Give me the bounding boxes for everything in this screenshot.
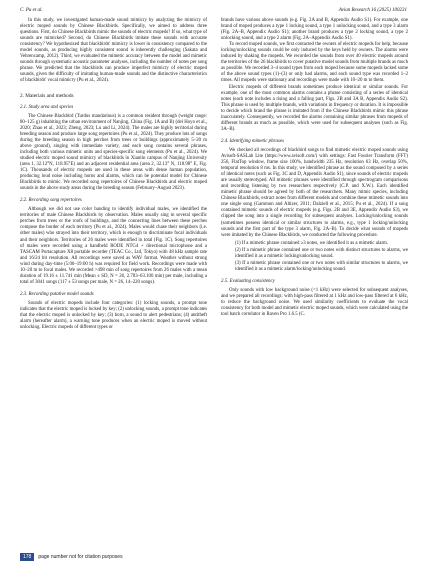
page-number: 178	[20, 553, 34, 561]
list-item: (1) If a mimetic phrase contained ≥3 notes, we identified it as a mimetic alarm.	[235, 240, 389, 246]
header-authors: C. Pu et al.	[20, 8, 43, 13]
footer-note: page number not for citation purposes	[38, 554, 123, 560]
list-item: (2) If a mimetic phrase contained one or two notes with distinct structures to alarms, we identified it as a mimetic locking/unlocking sound.	[235, 247, 408, 259]
left-column	[20, 18, 207, 331]
subsection-heading-recording: 2.2. Recording song repertoires	[20, 198, 82, 204]
running-header	[20, 8, 407, 18]
study-area-paragraph: The Chinese Blackbird (Turdus mandarinus) is a common resident through (weight range: 80–125 g) inhabiting the urban environment of Nanjing, China (Fig. 1A and B) (del Hoyo et al., 2020; Zhao et al., 2023; Zheng, 2023; Lu and Li, 2024). The males are highly territorial during breeding season and produce large song repertoires (Pu et al., 2024). They produce lots of songs during the breeding season in high perches from trees or buildings (approximately 5–20 m above ground), singing with immediate variety, and each song contains several phrases, including both various mimetic units and species-specific song elements (Pu et al., 2024). We studied electric moped sound mimicry of blackbirds in Xianlin campus of Nanjing University (area 1, 32.12°N, 118.95°E) and an adjacent residential area (area 2, 32.13° N, 118.98° E, Fig. 1C). Thousands of electric mopeds are used in these areas with dense human population, producing loud noise including horns and alarms, which can be potential model for Chinese Blackbirds to mimic. We recorded song repertoires of Chinese Blackbirds and electric moped sounds in the above study areas during the breeding season (February–August 2023).	[20, 113, 207, 192]
subsection-heading-consistency: 2.5. Evaluating consistency	[221, 278, 275, 284]
recording-paragraph: Although we did not use color banding to identify individual males, we identified the territories of male Chinese Blackbirds by observation. Males usually sing in several specific perches from trees or the roofs of buildings, and the connecting lines between these perches compose the border of each territory (Pu et al., 2024). Males would chase their neighbors (i.e. other males) who strayed into their territory, which is enough to discriminate focal individuals and their neighbors. Territories of 26 males were identified in total (Fig. 1C). Song repertoires of males were recorded using a handheld RODE NTG4 + directional microphone and a TASCAM Portacapture X8 portable recorder (TEAC Co., Ltd, Tokyo) with 48 kHz sample rate and 16/24 bit resolution. All recordings were saved as WAV format. Weather without strong wind during day-time (5:00–19:00 h) was required for field work. Recordings were made with 10–20 m to focal males. We recorded >498 min of song repertoires from 26 males with a mean duration of 19.16 ± 11.741 min (Mean ± SD, N = 26, 2.783–63.100 min) per male, including a total of 3041 songs (117 ± 53 songs per male, N = 26, 14–220 songs).	[20, 207, 207, 285]
consistency-paragraph: Only sounds with low background noise (<1 kHz) were selected for subsequent analyses, and we prepared all recordings: with high-pass filtered at 1 kHz and low-pass filtered at 6 kHz, to reduce the background noise. We used similarity coefficients to evaluate the vocal consistency for both model and mimetic electric moped sounds, which were calculated using the tool batch correlator in Raven Pro 1.6.5 (C.	[221, 287, 408, 318]
recording-mopeds-paragraph: To record moped sounds, we first contacted the owners of electric mopeds for help, because locking/unlocking sounds could be only induced by the keys held by owners. The alarms were induced by shaking the mopeds. We recorded the sounds from over 40 electric mopeds around the territories of the 26 blackbirds to cover putative model sounds from multiple brands as much as possible. We recorded 3–4 sound types from each moped because some mopeds lacked some of the above sound types (1)–(3) or only had alarms, and each sound type was recorded 1–2 times. All mopeds were stationary and recordings were made with 10–20 m to them.	[221, 42, 408, 84]
intro-paragraph: In this study, we investigated human-made sound mimicry by analyzing the mimicry of electric moped sounds by Chinese Blackbirds. Specifically, we aimed to address three questions. First, do Chinese Blackbirds mimic the sounds of electric mopeds? If so, what type of sounds are mimicked? Second, do Chinese Blackbirds imitate these sounds with accurate consistency? We hypothesized that blackbirds' mimicry is lower in consistency compared to the model sounds, as producing highly consistent sound is inherently challenging (Sakata and Vehrencamp, 2012). Third, we evaluated the mimetic accuracy between the model and mimetic sounds through systematic acoustic parameter analyses, including the number of notes per song phrase. We predicted that the blackbirds can produce imperfect mimicry of electric moped sounds, given the difficulty of imitating human-made sounds and the distinctive characteristics of blackbirds' vocal mimicry (Pu et al., 2024).	[20, 18, 207, 84]
section-heading-methods: 2. Materials and methods	[20, 92, 74, 99]
subsection-heading-identify: 2.4. Identifying mimetic phrases	[221, 138, 284, 144]
procedure-list	[221, 241, 408, 273]
model-sounds-paragraph: Sounds of electric mopeds include four categories: (1) locking sounds, a prompt tone indicates that the electric moped is locked by key; (2) unlocking sounds, a prompt tone indicates that the electric moped is unlocked by key; (3) horn, a sound to alert pedestrians; (4) antitheft alarm (hereafter alarm), a warning tone produces when an electric moped is moved without unlocking. Electric mopeds of different types or	[20, 300, 207, 331]
similar-sounds-paragraph: Electric mopeds of different brands sometimes produce identical or similar sounds. For example, one of the most common alarms contains a phrase consisting of a series of identical notes (each note includes a rising and a falling part, Figs. 2B and 3A B, Appendix Audio S2). This phrase is used by multiple brands, with variations in frequency or duration. It is impossible to decide which brand the phrase is imitated from if the Chinese Blackbirds mimic this phrase inaccurately. Consequently, we recorded the alarms containing similar phrases from mopeds of different brands as much as possible, which were used for subsequent analyses (such as Fig. 3A–B).	[221, 84, 408, 132]
list-item: (3) If a mimetic phrase contained one or two notes with similar structures to alarms, we identified it as a mimetic alarm/locking/unlocking sound.	[235, 260, 408, 272]
subsection-heading-model-sounds: 2.3. Recording putative model sounds	[20, 291, 94, 297]
brands-paragraph: brands have various above sounds (e.g. Fig. 2A and B, Appendix Audio S1). For example, one brand of moped produces a type 1 locking sound, a type 1 unlocking sound, and a type 3 alarm (Fig. 2A–B, Appendix Audio S1); another brand produces a type 2 locking sound, a type 2 unlocking sound, and a type 2 alarm (Fig. 2A–Appendix Audio S1).	[221, 18, 408, 42]
right-column	[221, 18, 408, 318]
page-footer	[20, 552, 123, 562]
identify-paragraph: We checked all recordings of blackbird songs to find mimetic electric moped sounds using Avisoft-SASLab Lite (https://www.avisoft.com/) with settings: Fast Fourier Transform (FFT) 256, FlatTop window, frame size 100%, bandwidth 235 Hz, resolution 63 Hz, overlap 50%, temporal resolution 8 ms. In this study, we identified phrase as the sound composed by a series of identical notes (such as Fig. 3C and D, Appendix Audio S1), since sounds of electric mopeds are usually stereotyped. All mimetic phrases were identified through spectrogram comparisons and recording listening by two researchers respectively (C.P. and X.W.). Each identified mimetic phrase should be agreed by both of the researchers. Many mimic species, including Chinese Blackbirds, extract notes from different models and combine these mimetic sounds into one single song (Gammon and Altizer, 2011; Dalziell et al., 2015; Pu et al., 2024). If a song contained mimetic sounds of electric mopeds (e.g. Figs. 2B and 3E, Appendix Audio S3), we clipped the song into a single recording for subsequent analyses. Locking/unlocking sounds (sometimes possess identical or similar structures to alarms, e.g., type 1 locking/unlocking sounds and the first part of the type 3 alarm, Fig. 2A–B). To decide what sounds of mopeds were imitated by the Chinese Blackbirds, we conducted the following procedure.	[221, 147, 408, 238]
subsection-heading-study-area: 2.1. Study area and species	[20, 104, 74, 110]
header-journal: Avian Research 16 (2025) 100231	[338, 8, 407, 13]
